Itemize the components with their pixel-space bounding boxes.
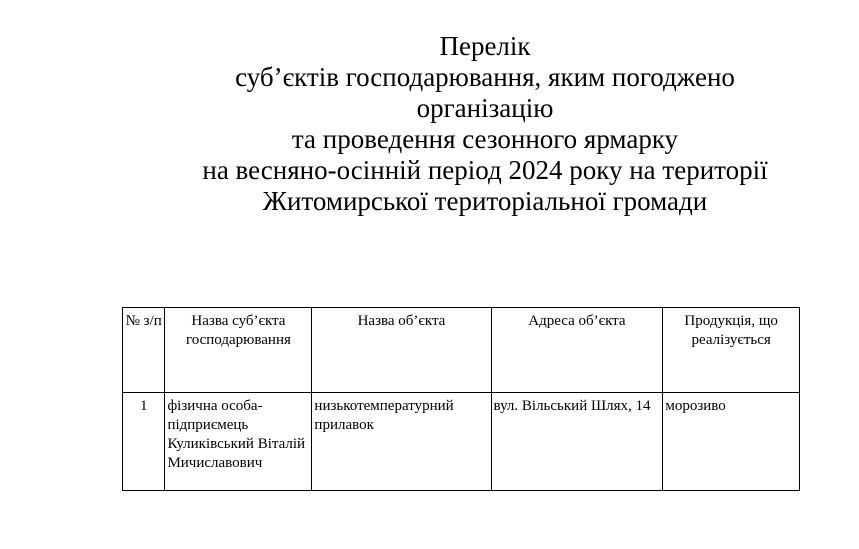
entities-table-container [122, 307, 800, 491]
title-line-4: та проведення сезонного ярмарку [291, 124, 679, 154]
header-address: Адреса об’єкта [491, 308, 663, 393]
entities-table [122, 307, 800, 491]
header-object: Назва об’єкта [312, 308, 491, 393]
header-number: № з/п [123, 308, 165, 393]
title-line-1: Перелік [439, 31, 531, 61]
header-entity: Назва суб’єкта господарювання [165, 308, 312, 393]
title-line-6: Житомирської територіальної громади [262, 186, 708, 216]
cell-products: морозиво [663, 393, 800, 491]
title-line-2: суб’єктів господарювання, яким погоджено [235, 62, 735, 92]
cell-entity: фізична особа-підприємець Куликівський Віталій Мичиславович [165, 393, 312, 491]
title-line-3: організацію [416, 93, 554, 123]
cell-address: вул. Вільський Шлях, 14 [491, 393, 663, 491]
table-header-row [123, 308, 800, 393]
header-products: Продукція, що реалізується [663, 308, 800, 393]
cell-number: 1 [123, 393, 165, 491]
cell-object: низькотемпературний прилавок [312, 393, 491, 491]
title-line-5: на весняно-осінній період 2024 року на території [202, 155, 768, 185]
table-row [123, 393, 800, 491]
document-title [160, 31, 810, 217]
